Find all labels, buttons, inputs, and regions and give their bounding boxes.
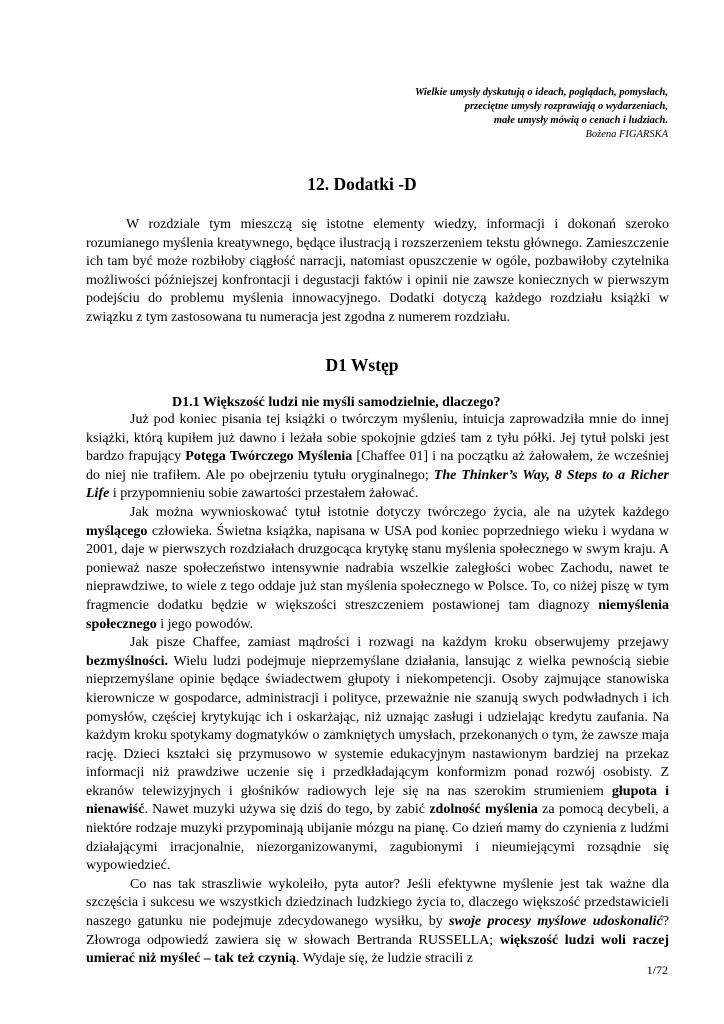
text-run: Jak można wywnioskować tytuł istotnie dotyczy twórczego życia, ale na użytek każdego <box>130 504 669 520</box>
intro-paragraph: W rozdziale tym mieszczą się istotne elementy wiedzy, informacji i dokonań szeroko rozumianego myślenia kreatywnego, będące ilustracją i rozszerzeniem tekstu głównego. Zamieszczenie ich tam być może rozbiłoby ciągłość narracji, natomiast opuszczenie w ogóle, pozbawiłoby czytelnika możliwości późniejszej konfrontacji i degustacji faktów i opinii nie zawsze koniecznych w pierwszym podejściu do problemu myślenia innowacyjnego. Dodatki dotyczą każdego rozdziału książki w związku z tym zastosowana tu numeracja jest zgodna z numerem rozdziału. <box>86 217 669 325</box>
epigraph-line: przeciętne umysły rozprawiają o wydarzeniach, <box>464 101 668 112</box>
paragraph-3 <box>86 634 669 876</box>
text-run: i jego powodów. <box>156 616 254 632</box>
text-run: Już pod koniec pisania tej książki o twórczym myśleniu, intuicja zaprowadziła mnie do innej książki, którą kupiłem już dawno i leżała sobie spokojnie gdzieś tam z tyłu półki. Jej tytuł polski jest bardzo frapujący <box>86 412 669 465</box>
text-run: i przypomnieniu sobie zawartości przestałem żałować. <box>109 486 419 502</box>
paragraph-2 <box>86 504 669 634</box>
epigraph-line: Wielkie umysły dyskutują o ideach, poglądach, pomysłach, <box>414 87 668 98</box>
body-text <box>86 411 669 969</box>
chapter-title: 12. Dodatki -D <box>307 174 417 194</box>
subsection-title: D1.1 Większość ludzi nie myśli samodzielnie, dlaczego? <box>172 395 501 410</box>
section-title: D1 Wstęp <box>325 355 399 375</box>
emphasis: niemyślenia społecznego <box>86 597 669 632</box>
text-run: . Wydaje się, że ludzie stracili z <box>295 951 473 967</box>
emphasis: swoje procesy myślowe udoskonalić <box>449 914 663 930</box>
text-run: Co nas tak straszliwie wykoleiło, pyta autor? Jeśli efektywne myślenie jest tak ważne dla szczęścia i sukcesu we wszystkich dziedzinach ludzkiego życia to, dlaczego większość przedstawicieli naszego gatunku nie podejmuje zdecydowanego wysiłku, by <box>86 876 669 930</box>
page-number: 1/72 <box>646 963 668 977</box>
emphasis: zdolność myślenia <box>429 802 538 818</box>
book-title-en: The Thinker’s Way, 8 Steps to a Richer Life <box>86 467 669 502</box>
emphasis: głupota i nienawiść <box>86 783 670 818</box>
text-run: Wielu ludzi podejmuje nieprzemyślane działania, lansując z wielka pewnością siebie nieprzemyślane opinie będące świadectwem głupoty i niekompetencji. Osoby zajmujące stanowiska kierownicze w gospodarce, administracji i polityce, przeważnie nie szanują swych podwładnych i ich pomysłów, częściej krytykując ich i oskarżając, niż uznając zasługi i udzielając kredytu zaufania. Na każdym kroku spotykamy dogmatyków o zamkniętych umysłach, przekonanych o tym, że zawsze maja rację. Dzieci kształci się przymusowo w systemie edukacyjnym nastawionym bardziej na przekaz informacji niż prawdziwe uczenie się i przedkładającym konformizm ponad rozwój osobisty. Z ekranów telewizyjnych i głośników radiowych leje się na nas szerokim strumieniem <box>86 653 669 799</box>
text-run: [Chaffee 01] i na początku aż żałowałem, że wcześniej do niej nie trafiłem. Ale po obejrzeniu tytułu oryginalnego; <box>86 449 669 483</box>
text-run: Jak pisze Chaffee, zamiast mądrości i rozwagi na każdym kroku obserwujemy przejawy <box>130 635 669 651</box>
text-run: . Nawet muzyki używa się dziś do tego, by zabić <box>144 802 430 818</box>
epigraph <box>248 86 668 142</box>
emphasis: bezmyślności. <box>86 653 169 669</box>
emphasis: myślącego <box>86 523 148 539</box>
text-run: człowieka. Świetna książka, napisana w USA pod koniec poprzedniego wieku i wydana w 2001, daje w pierwszych rozdziałach druzgocąca krytykę stanu myślenia społecznego w swym kraju. A ponieważ nasze społeczeństwo intensywnie nadrabia wszelkie zaległości wobec Zachodu, nawet te nieprawdziwe, to wiele z tego oddaje już stan myślenia społecznego w Polsce. To, co niżej piszę w tym fragmencie dodatku będzie w większości streszczeniem postawionej tam diagnozy <box>86 523 669 613</box>
epigraph-author: Bożena FIGARSKA <box>585 129 668 140</box>
book-title-pl: Potęga Twórczego Myślenia <box>185 449 353 465</box>
text-run: za pomocą decybeli, a niektóre rodzaje muzyki przypominają ubijanie mózgu na pianę. Co dzień mamy do czynienia z ludźmi działającymi irracjonalnie, niezorganizowanymi, zagubionymi i nieumiejącymi rozsądnie się wypowiedzieć. <box>86 802 669 874</box>
paragraph-1 <box>86 411 669 504</box>
quote-emphasis: większość ludzi woli raczej umierać niż myśleć – tak też czynią <box>86 932 670 967</box>
text-run: ? Złowroga odpowiedź zawiera się w słowach Bertranda RUSSELLA; <box>86 914 670 948</box>
paragraph-4 <box>86 876 669 969</box>
epigraph-line: małe umysły mówią o cenach i ludziach. <box>493 115 668 126</box>
